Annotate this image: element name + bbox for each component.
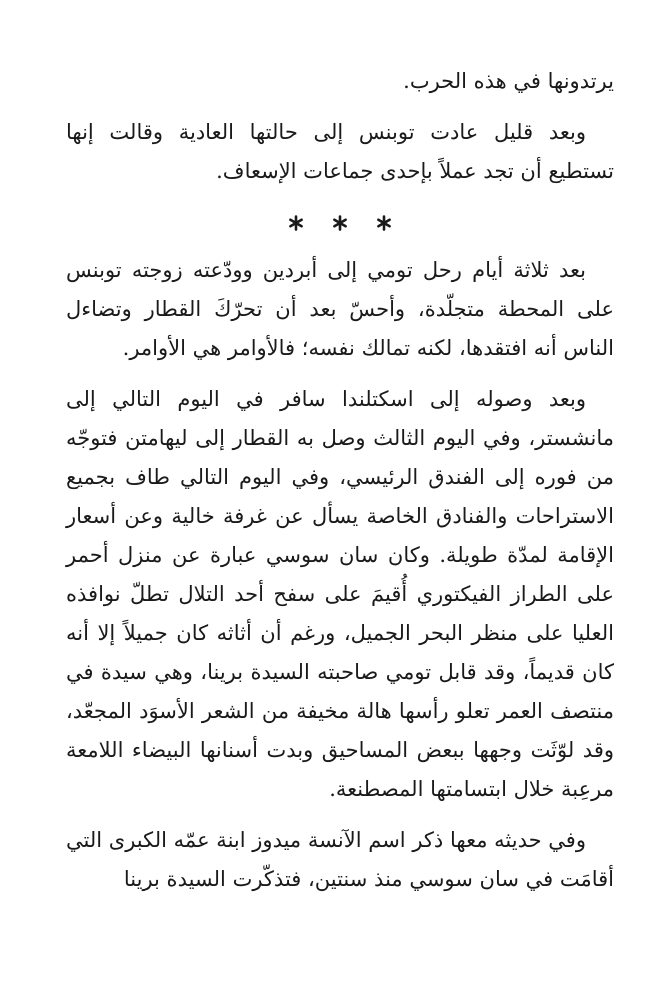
- paragraph: يرتدونها في هذه الحرب.: [403, 69, 614, 93]
- book-page: [66, 62, 614, 899]
- paragraph: وفي حديثه معها ذكر اسم الآنسة ميدوز ابنة عمّه الكبرى التي أقامَت في سان سوسي منذ سنتين، فتذكّرت السيدة برينا: [66, 828, 614, 891]
- paragraph: وبعد قليل عادت توبنس إلى حالتها العادية وقالت إنها تستطيع أن تجد عملاً بإحدى جماعات الإسعاف.: [66, 120, 614, 183]
- asterisk-icon: [376, 215, 392, 231]
- asterisk-icon: [332, 215, 348, 231]
- paragraph: وبعد وصوله إلى اسكتلندا سافر في اليوم التالي إلى مانشستر، وفي اليوم الثالث وصل به القطار إلى ليهامتن فتوجّه من فوره إلى الفندق الرئيسي، وفي اليوم التالي طاف بجميع الاستراحات والفنادق الخاصة يسأل عن غرفة خالية وعن أسعار الإقامة لمدّة طويلة. وكان سان سوسي عبارة عن منزل أحمر على الطراز الفيكتوري أُقيمَ على سفح أحد التلال تطلّ نوافذه العليا على منظر البحر الجميل، ورغم أن أثاثه كان جميلاً إلا أنه كان قديماً، وقد قابل تومي صاحبته السيدة برينا، وهي سيدة في منتصف العمر تعلو رأسها هالة مخيفة من الشعر الأسوَد المجعّد، وقد لوّثَت وجهها ببعض المساحيق وبدت أسنانها البيضاء اللامعة مرعِبة خلال ابتسامتها المصطنعة.: [66, 387, 614, 801]
- paragraph: بعد ثلاثة أيام رحل تومي إلى أبردين وودّعته زوجته توبنس على المحطة متجلّدة، وأحسّ بعد أن تحرّكَ القطار وتضاءل الناس أنه افتقدها، لكنه تمالك نفسه؛ فالأوامر هي الأوامر.: [66, 258, 614, 360]
- asterisk-icon: [288, 215, 304, 231]
- section-separator: [66, 203, 614, 239]
